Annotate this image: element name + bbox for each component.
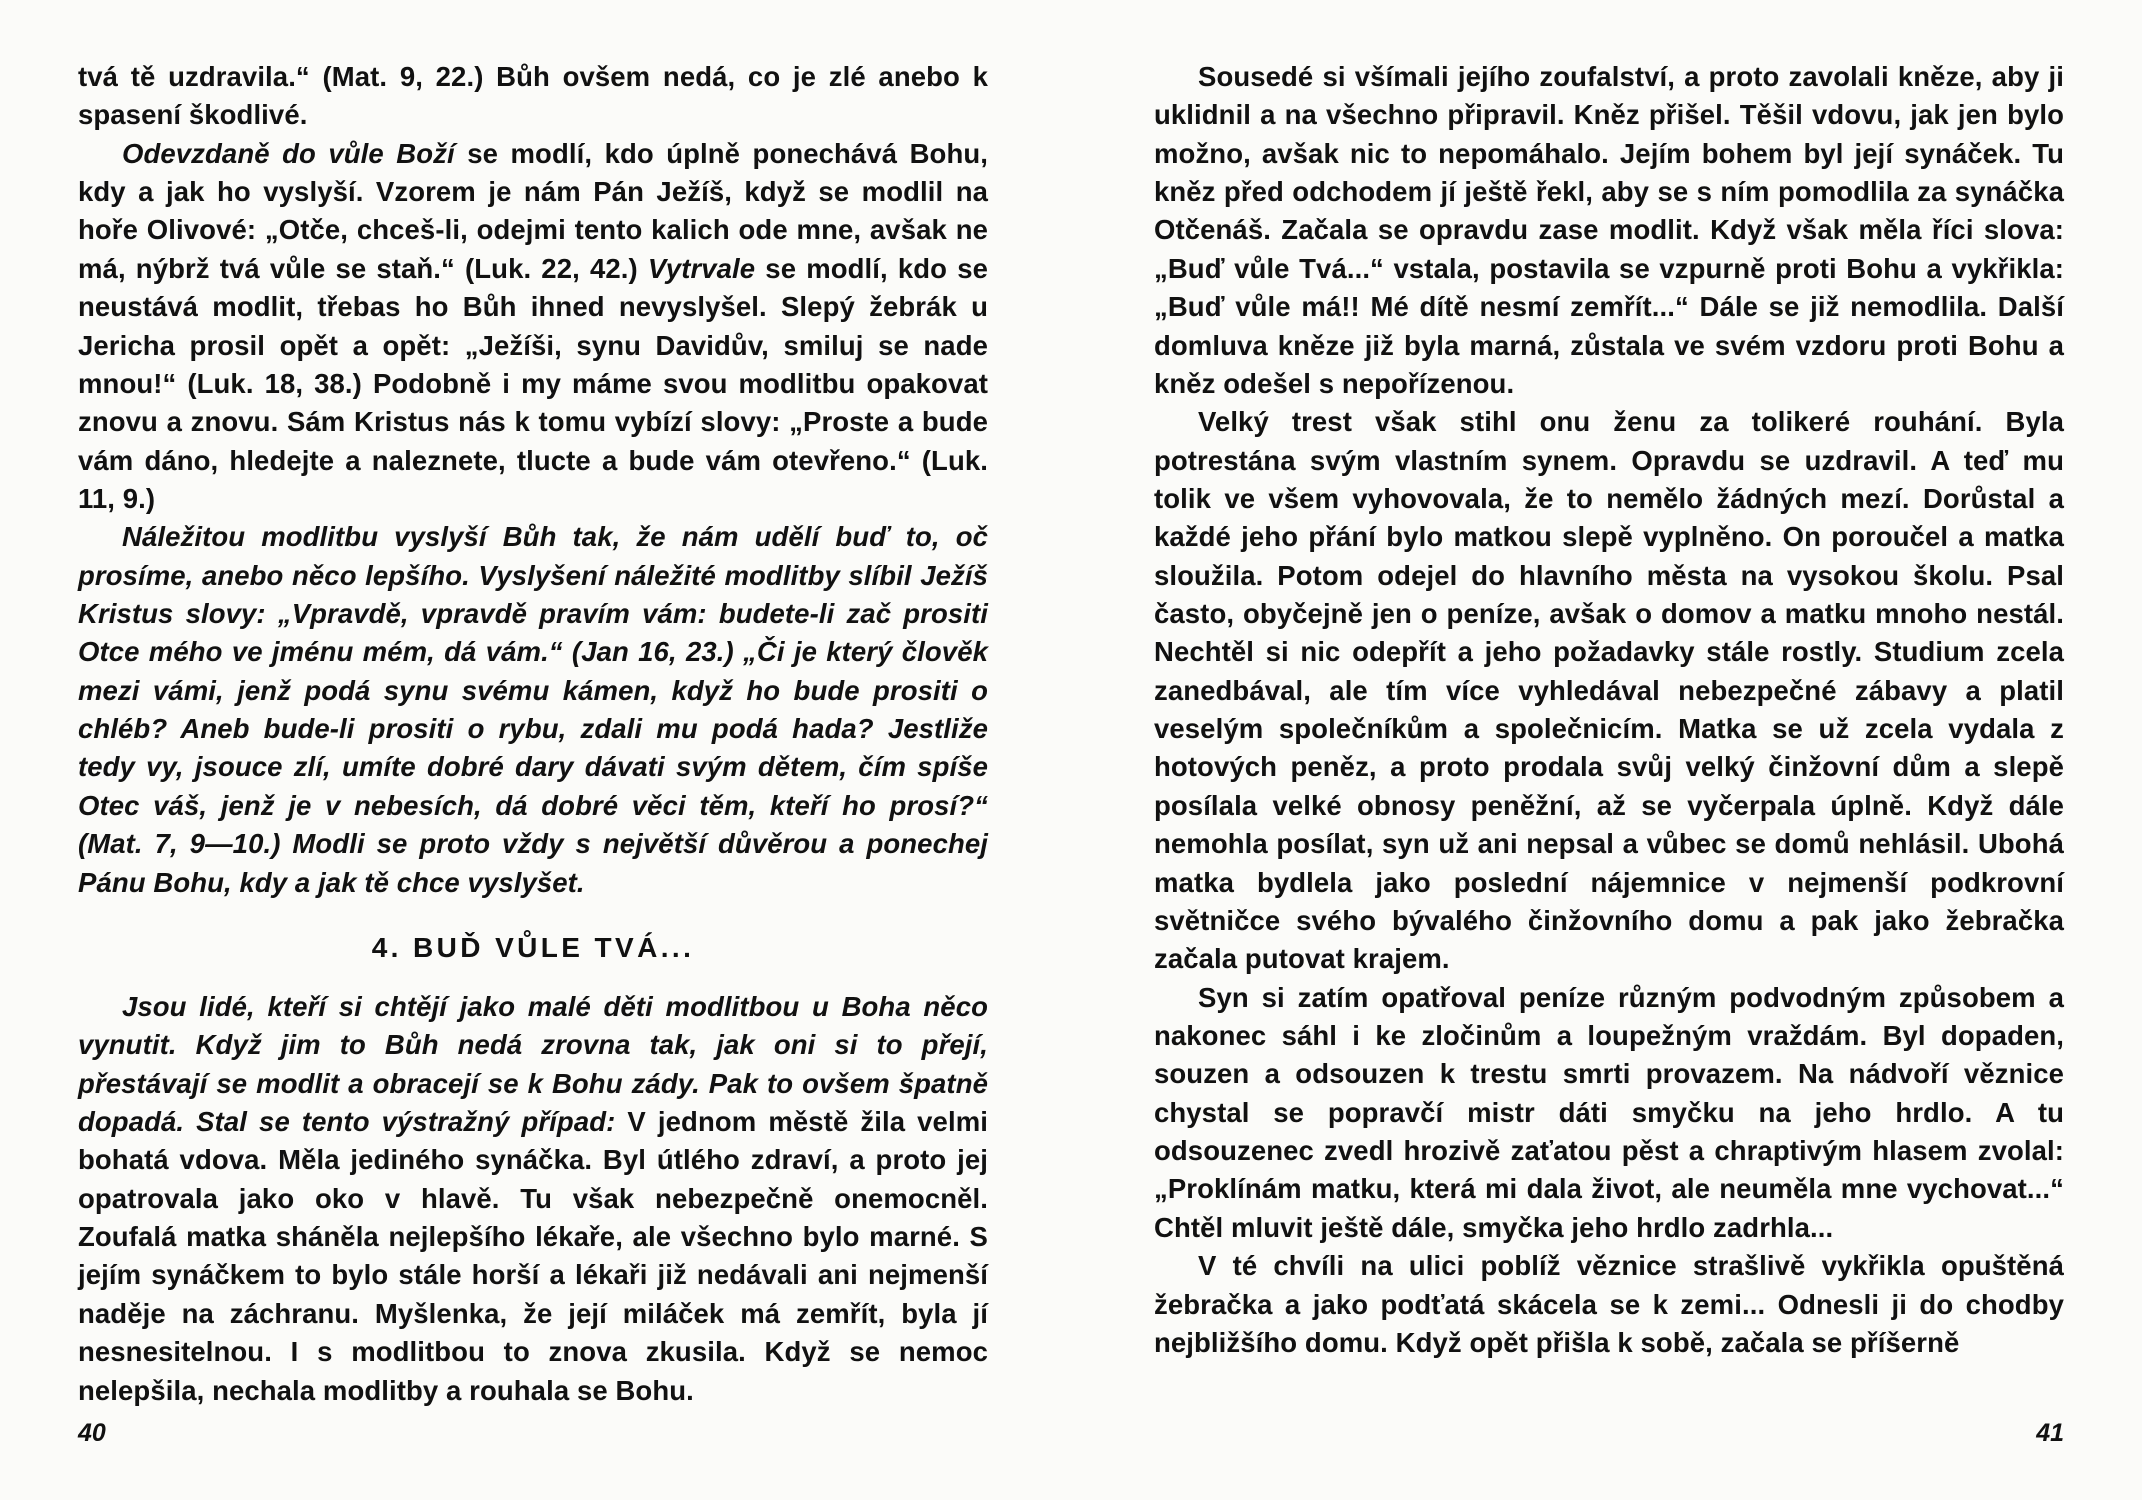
folio-right: 41 [2036,1419,2064,1447]
paragraph-l3: Náležitou modlitbu vyslyší Bůh tak, že nám udělí buď to, oč prosíme, anebo něco lepšího. Vyslyšení náležité modlitby slíbil Ježíš Kristus slovy: „Vpravdě, vpravdě pravím vám: budete-li zač prositi Otce mého ve jménu mém, dá vám.“ (Jan 16, 23.) „Či je který člověk mezi vámi, jenž podá synu svému kámen, když ho bude prositi o chléb? Aneb bude-li prositi o rybu, zdali mu podá hada? Jestliže tedy vy, jsouce zlí, umíte dobré dary dávati svým dětem, čím spíše Otec váš, jenž je v nebesích, dá dobré věci těm, kteří ho prosí?“ (Mat. 7, 9—10.) Modli se proto vždy s největší důvěrou a ponechej Pánu Bohu, kdy a jak tě chce vyslyšet. [78,521,988,898]
paragraph-l2: Odevzdaně do vůle Boží se modlí, kdo úplně ponechává Bohu, kdy a jak ho vyslyší. Vzorem je nám Pán Ježíš, když se modlil na hoře Olivové: „Otče, chceš-li, odejmi tento kalich ode mne, avšak ne má, nýbrž tvá vůle se staň.“ (Luk. 22, 42.) Vytrvale se modlí, kdo se neustává modlit, třebas ho Bůh ihned nevyslyšel. Slepý žebrák u Jericha prosil opět a opět: „Ježíši, synu Davidův, smiluj se nade mnou!“ (Luk. 18, 38.) Podobně i my máme svou modlitbu opakovat znovu a znovu. Sám Kristus nás k tomu vybízí slovy: „Proste a bude vám dáno, hledejte a naleznete, tlucte a bude vám otevřeno.“ (Luk. 11, 9.) [78,137,988,514]
right-page [1154,58,2064,1378]
paragraph-l4: Jsou lidé, kteří si chtějí jako malé děti modlitbou u Boha něco vynutit. Když jim to Bůh nedá zrovna tak, jak oni si to přejí, přestávají se modlit a obracejí se k Bohu zády. Pak to ovšem špatně dopadá. Stal se tento výstražný případ: V jednom městě žila velmi bohatá vdova. Měla jediného synáčka. Byl útlého zdraví, a proto jej opatrovala jako oko v hlavě. Tu však nebezpečně onemocněl. Zoufalá matka sháněla nejlepšího lékaře, ale všechno bylo marné. S jejím synáčkem to bylo stále horší a lékaři již nedávali ani nejmenší naděje na záchranu. Myšlenka, že její miláček má zemřít, byla jí nesnesitelnou. I s modlitbou to znova zkusila. Když se nemoc nelepšila, nechala modlitby a rouhala se Bohu. [78,990,988,1406]
page-columns [0,58,2142,1406]
paragraph-r1: Sousedé si všímali jejího zoufalství, a proto zavolali kněze, aby ji uklidnil a na všechno připravil. Kněz přišel. Těšil vdovu, jak jen bylo možno, avšak nic to nepomáhalo. Jejím bohem byl její synáček. Tu kněz před odchodem jí ještě řekl, aby se s ním pomodlila za synáčka Otčenáš. Začala se opravdu zase modlit. Když však měla říci slova: „Buď vůle Tvá...“ vstala, postavila se vzpurně proti Bohu a vykřikla: „Buď vůle má!! Mé dítě nesmí zemřít...“ Dále se již nemodlila. Další domluva kněze již byla marná, zůstala ve svém vzdoru proti Bohu a kněz odešel s nepořízenou. [1154,61,2064,399]
paragraph-r4: V té chvíli na ulici poblíž věznice strašlivě vykřikla opuštěná žebračka a jako podťatá skácela se k zemi... Odnesli ji do chodby nejbližšího domu. Když opět přišla k sobě, začala se příšerně [1154,1250,2064,1358]
section-heading: 4. BUĎ VŮLE TVÁ... [371,931,695,963]
paragraph-l1: tvá tě uzdravila.“ (Mat. 9, 22.) Bůh ovšem nedá, co je zlé anebo k spasení škodlivé. [78,61,988,131]
left-page [78,58,988,1406]
paragraph-r3: Syn si zatím opatřoval peníze různým podvodným způsobem a nakonec sáhl i ke zločinům a loupežným vraždám. Byl dopaden, souzen a odsouzen k trestu smrti provazem. Na nádvoří věznice chystal se popravčí mistr dáti smyčku na jeho hrdlo. A tu odsouzenec zvedl hrozivě zaťatou pěst a chraptivým hlasem zvolal: „Proklínám matku, která mi dala život, ale neuměla mne vychovat...“ Chtěl mluvit ještě dále, smyčka jeho hrdlo zadrhla... [1154,981,2064,1243]
paragraph-r2: Velký trest však stihl onu ženu za tolikeré rouhání. Byla potrestána svým vlastním synem. Opravdu se uzdravil. A teď mu tolik ve všem vyhovovala, že to nemělo žádných mezí. Dorůstal a každé jeho přání bylo matkou slepě vyplněno. On poroučel a matka sloužila. Potom odejel do hlavního města na vysokou školu. Psal často, obyčejně jen o peníze, avšak o domov a matku mnoho nestál. Nechtěl si nic odepřít a jeho požadavky stále rostly. Studium zcela zanedbával, ale tím více vyhledával nebezpečné zábavy a platil veselým společníkům a společnicím. Matka se už zcela vydala z hotových peněz, a proto prodala svůj velký činžovní dům a slepě posílala velké obnosy peněžní, až se vyčerpala úplně. Když dále nemohla posílat, syn už ani nepsal a vůbec se domů nehlásil. Ubohá matka bydlela jako poslední nájemnice v nejmenší podkrovní světničce svého bývalého činžovního domu a pak jako žebračka začala putovat krajem. [1154,406,2064,975]
folio-left: 40 [78,1419,106,1447]
